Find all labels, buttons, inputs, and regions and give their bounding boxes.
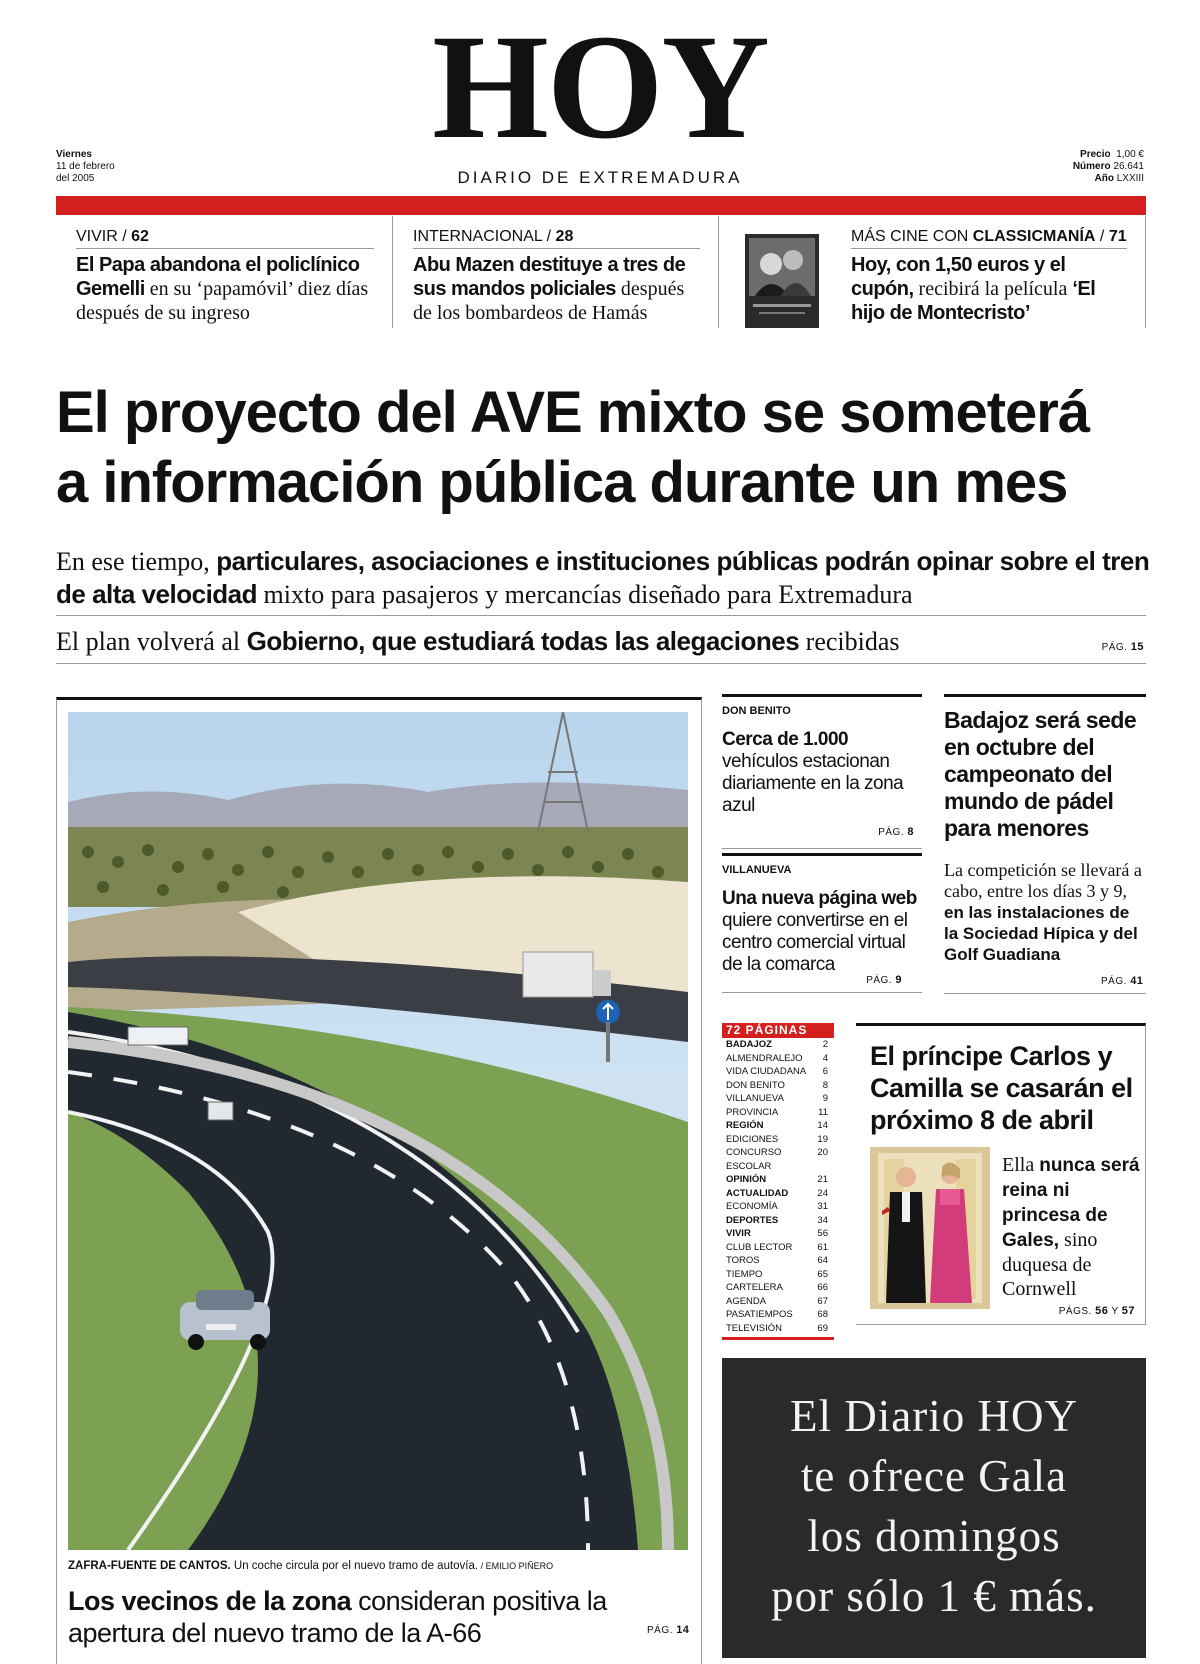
index-section-name: AGENDA bbox=[726, 1295, 767, 1307]
volume-number: LXXIII bbox=[1116, 173, 1144, 184]
index-section-name: PASATIEMPOS bbox=[726, 1309, 793, 1320]
index-page-number: 67 bbox=[817, 1295, 828, 1307]
masthead-red-bar bbox=[56, 196, 1146, 215]
main-headline[interactable] bbox=[56, 378, 1151, 518]
index-section-name: OPINIÓN bbox=[726, 1174, 767, 1185]
index-section-name: TELEVISIÓN bbox=[726, 1322, 782, 1334]
index-page-number: 68 bbox=[817, 1309, 828, 1320]
main-subhead-secondary: El plan volverá al Gobierno, que estudiará todas las alegaciones recibidas bbox=[56, 626, 900, 656]
teaser-text: El Papa abandona el policlínico Gemelli en su ‘papamóvil’ diez días después de su ingreso bbox=[76, 254, 369, 324]
number-label: Número bbox=[1072, 161, 1111, 172]
padel-page-ref: PÁG. 41 bbox=[1101, 975, 1144, 987]
index-row[interactable] bbox=[722, 1241, 834, 1255]
index-section-name: EDICIONES bbox=[726, 1133, 779, 1145]
index-page-number: 56 bbox=[817, 1228, 828, 1239]
index-page-number: 69 bbox=[817, 1322, 828, 1334]
issue-number: 26.641 bbox=[1113, 161, 1144, 172]
ad-line: por sólo 1 € más. bbox=[771, 1571, 1097, 1621]
index-section-name: REGIÓN bbox=[726, 1120, 764, 1131]
index-page-number: 4 bbox=[822, 1052, 828, 1064]
index-row[interactable] bbox=[722, 1308, 834, 1322]
index-page-number: 8 bbox=[822, 1079, 828, 1091]
date-day: Viernes bbox=[56, 149, 92, 160]
index-page-number: 31 bbox=[817, 1201, 828, 1212]
index-row[interactable] bbox=[722, 1146, 834, 1173]
teaser-text: Hoy, con 1,50 euros y el cupón, recibirá la película ‘El hijo de Montecristo’ bbox=[851, 254, 1096, 324]
index-page-number: 66 bbox=[817, 1282, 828, 1293]
ad-line: te ofrece Gala bbox=[800, 1451, 1068, 1501]
teaser-kicker: VIVIR / 62 bbox=[76, 228, 374, 249]
padel-body: La competición se llevará a cabo, entre los días 3 y 9, en las instalaciones de la Sociedad Hípica y del Golf Guadiana bbox=[944, 860, 1142, 964]
main-headline-line: a información pública durante un mes bbox=[56, 450, 1068, 515]
main-subhead: En ese tiempo, particulares, asociaciones e instituciones públicas podrán opinar sobre el tren de alta velocidad mixto para pasajeros y mercancías diseñado para Extremadura bbox=[56, 546, 1150, 609]
teaser-text: Abu Mazen destituye a tres de sus mandos policiales después de los bombardeos de Hamás bbox=[413, 254, 686, 324]
index-row[interactable] bbox=[722, 1254, 834, 1268]
index-row[interactable] bbox=[722, 1268, 834, 1282]
photo-story-headline[interactable]: Los vecinos de la zona consideran positiva la apertura del nuevo tramo de la A-66 bbox=[68, 1586, 607, 1648]
divider bbox=[56, 615, 1146, 616]
padel-story[interactable] bbox=[944, 694, 1146, 965]
brief-kicker: VILLANUEVA bbox=[722, 864, 792, 876]
royal-couple-photo bbox=[870, 1147, 990, 1309]
index-section-name: ACTUALIDAD bbox=[726, 1187, 789, 1199]
index-footer-bar bbox=[722, 1337, 834, 1340]
index-page-number: 34 bbox=[817, 1214, 828, 1226]
index-page-number: 21 bbox=[817, 1174, 828, 1185]
teaser-internacional[interactable] bbox=[393, 216, 719, 328]
index-row[interactable] bbox=[722, 1133, 834, 1147]
index-page-number: 14 bbox=[817, 1120, 828, 1131]
royal-page-ref: PÁGS. 56 Y 57 bbox=[1058, 1305, 1135, 1317]
main-page-ref: PÁG. 15 bbox=[1101, 641, 1144, 653]
index-section-name: BADAJOZ bbox=[726, 1039, 772, 1050]
index-row[interactable] bbox=[722, 1052, 834, 1066]
price-value: 1,00 € bbox=[1116, 149, 1144, 160]
brief-page-ref: PÁG. 9 bbox=[866, 974, 902, 986]
index-page-number: 19 bbox=[817, 1133, 828, 1145]
index-section-name: CARTELERA bbox=[726, 1282, 783, 1293]
date-text: 11 de febrero bbox=[56, 161, 115, 172]
teaser-vivir[interactable] bbox=[56, 216, 393, 328]
main-headline-line: El proyecto del AVE mixto se someterá bbox=[56, 380, 1090, 445]
index-row[interactable] bbox=[722, 1214, 834, 1228]
index-row[interactable] bbox=[722, 1227, 834, 1241]
index-section-name: VIVIR bbox=[726, 1228, 751, 1239]
index-row[interactable] bbox=[722, 1187, 834, 1201]
index-title: 72 PÁGINAS bbox=[722, 1023, 834, 1038]
ad-line: El Diario HOY bbox=[790, 1391, 1078, 1441]
index-row[interactable] bbox=[722, 1295, 834, 1309]
gala-promo-ad[interactable] bbox=[722, 1358, 1146, 1658]
film-cover-image bbox=[745, 234, 819, 328]
index-section-name: VIDA CIUDADANA bbox=[726, 1066, 807, 1077]
index-section-name: ECONOMÍA bbox=[726, 1201, 778, 1212]
index-section-name: TOROS bbox=[726, 1255, 760, 1266]
teaser-cine[interactable] bbox=[829, 216, 1146, 328]
divider bbox=[944, 993, 1146, 994]
index-section-name: ALMENDRALEJO bbox=[726, 1052, 803, 1064]
index-page-number: 6 bbox=[822, 1066, 828, 1077]
index-page-number: 65 bbox=[817, 1268, 828, 1280]
index-row[interactable] bbox=[722, 1038, 834, 1052]
date-year: del 2005 bbox=[56, 173, 95, 184]
index-page-number: 20 bbox=[817, 1147, 828, 1158]
index-section-name: TIEMPO bbox=[726, 1268, 763, 1280]
index-row[interactable] bbox=[722, 1092, 834, 1106]
brief-kicker: DON BENITO bbox=[722, 705, 791, 717]
padel-headline: Badajoz será sede en octubre del campeonato del mundo de pádel para menores bbox=[944, 707, 1137, 841]
royal-wedding-story[interactable] bbox=[856, 1023, 1146, 1325]
royal-body: Ella nunca será reina ni princesa de Gales, sino duquesa de Cornwell bbox=[1002, 1154, 1140, 1300]
index-row[interactable] bbox=[722, 1079, 834, 1093]
index-row[interactable] bbox=[722, 1173, 834, 1187]
index-page-number: 24 bbox=[817, 1187, 828, 1199]
brief-don-benito[interactable] bbox=[722, 694, 922, 849]
index-section-name: PROVINCIA bbox=[726, 1106, 779, 1118]
page-index bbox=[722, 1023, 834, 1340]
index-row[interactable] bbox=[722, 1281, 834, 1295]
brief-villanueva[interactable] bbox=[722, 853, 922, 993]
teaser-kicker: MÁS CINE CON CLASSICMANÍA / 71 bbox=[851, 228, 1127, 249]
date-block bbox=[56, 149, 115, 185]
index-section-name: VILLANUEVA bbox=[726, 1093, 784, 1104]
index-row[interactable] bbox=[722, 1119, 834, 1133]
divider bbox=[56, 663, 1146, 664]
year-label: Año bbox=[1094, 173, 1114, 184]
index-row[interactable] bbox=[722, 1322, 834, 1336]
royal-headline: El príncipe Carlos y Camilla se casarán el próximo 8 de abril bbox=[870, 1041, 1133, 1135]
index-page-number: 61 bbox=[817, 1241, 828, 1253]
brief-text: Una nueva página web quiere convertirse en el centro comercial virtual de la comarca bbox=[722, 888, 917, 975]
index-row[interactable] bbox=[722, 1200, 834, 1214]
index-page-number: 64 bbox=[817, 1255, 828, 1266]
index-page-number: 11 bbox=[818, 1106, 828, 1118]
index-section-name: DEPORTES bbox=[726, 1214, 779, 1226]
brief-text: Cerca de 1.000 vehículos estacionan diariamente en la zona azul bbox=[722, 729, 904, 816]
ad-line: los domingos bbox=[807, 1511, 1061, 1561]
masthead-subtitle: DIARIO DE EXTREMADURA bbox=[457, 168, 743, 187]
index-list bbox=[722, 1038, 834, 1335]
price-block bbox=[1073, 149, 1144, 185]
price-label: Precio bbox=[1080, 149, 1111, 160]
brief-page-ref: PÁG. 8 bbox=[878, 826, 914, 838]
photo-story-page-ref: PÁG. 14 bbox=[647, 1624, 690, 1636]
index-page-number: 2 bbox=[822, 1039, 828, 1050]
index-row[interactable] bbox=[722, 1065, 834, 1079]
masthead-logo: HOY bbox=[432, 4, 768, 170]
index-section-name: CONCURSO ESCOLAR bbox=[726, 1147, 782, 1172]
index-row[interactable] bbox=[722, 1106, 834, 1120]
index-page-number: 9 bbox=[822, 1093, 828, 1104]
teaser-kicker: INTERNACIONAL / 28 bbox=[413, 228, 700, 249]
index-section-name: DON BENITO bbox=[726, 1079, 785, 1091]
photo-caption: ZAFRA-FUENTE DE CANTOS. Un coche circula por el nuevo tramo de autovía. / EMILIO PIÑERO bbox=[68, 1560, 554, 1572]
index-section-name: CLUB LECTOR bbox=[726, 1241, 793, 1253]
highway-photo bbox=[68, 712, 688, 1550]
